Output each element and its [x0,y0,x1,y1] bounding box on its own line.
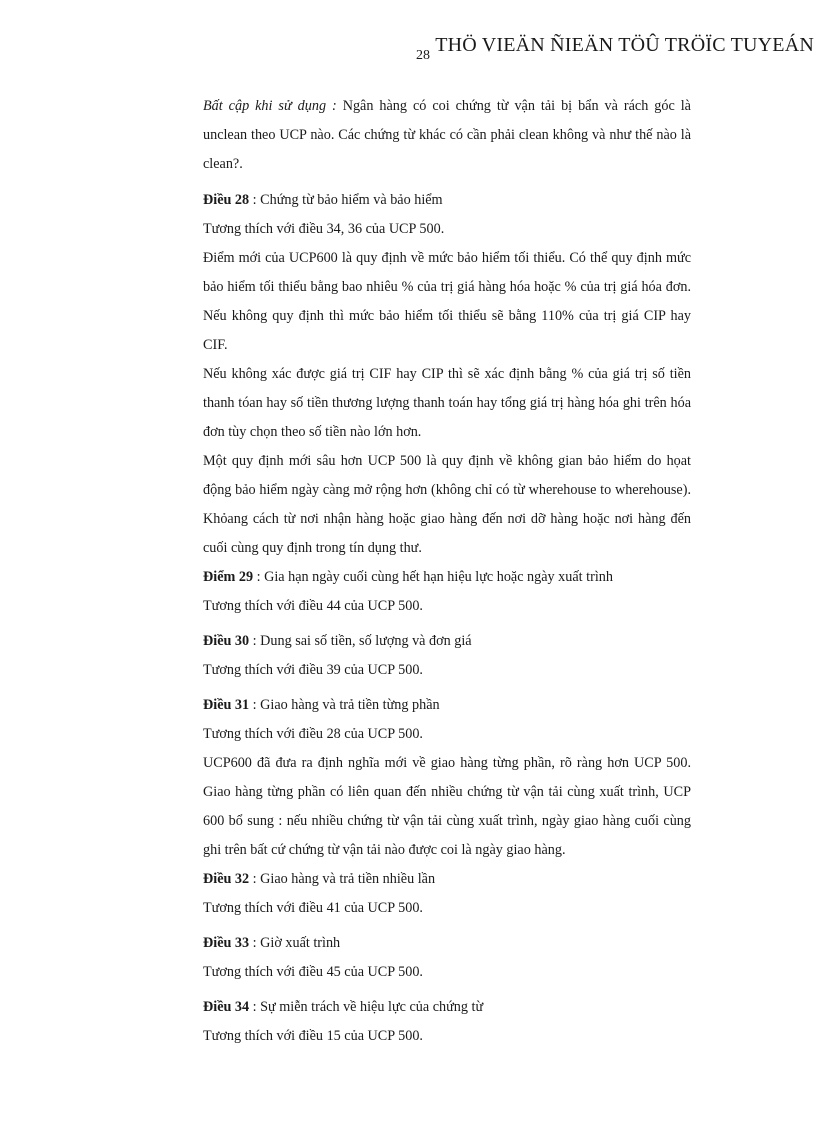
article-29-title: : Gia hạn ngày cuối cùng hết hạn hiệu lực hoặc ngày xuất trình [253,569,613,585]
document-body [203,92,691,1051]
article-31-heading [203,691,691,720]
article-32-compat: Tương thích với điều 41 của UCP 500. [203,900,423,916]
article-31-title: : Giao hàng và trả tiền từng phần [249,697,440,713]
article-33-title: : Giờ xuất trình [249,935,341,951]
header-watermark: THÖ VIEÄN ÑIEÄN TÖÛ TRÖÏC TUYEÁN [435,34,814,56]
article-30-label: Điều 30 [203,633,250,649]
article-34-heading [203,993,691,1022]
article-33-compat: Tương thích với điều 45 của UCP 500. [203,964,423,980]
article-28-heading [203,186,691,215]
article-29-heading [203,563,691,592]
article-34-compat: Tương thích với điều 15 của UCP 500. [203,1028,423,1044]
article-28-paragraph-2: Nếu không xác được giá trị CIF hay CIP thì sẽ xác định bằng % của giá trị số tiền thanh tóan hay số tiền thương lượng thanh toán hay tổng giá trị hàng hóa ghi trên hóa đơn tùy chọn theo số tiền nào lớn hơn. [203,366,691,440]
article-32-heading [203,865,691,894]
article-29-label: Điểm 29 [203,569,254,585]
page-number: 28 [416,48,430,63]
article-33-label: Điều 33 [203,935,250,951]
article-29-compat: Tương thích với điều 44 của UCP 500. [203,598,423,614]
article-30-title: : Dung sai số tiền, số lượng và đơn giá [249,633,472,649]
article-33-heading [203,929,691,958]
article-30-heading [203,627,691,656]
article-28-paragraph-1: Điểm mới của UCP600 là quy định về mức bảo hiểm tối thiểu. Có thể quy định mức bảo hiểm tối thiểu bằng bao nhiêu % của trị giá hàng hóa hoặc % của trị giá hóa đơn. Nếu không quy định thì mức bảo hiểm tối thiểu sẽ bằng 110% của trị giá CIP hay CIF. [203,250,691,353]
article-28-title: : Chứng từ bảo hiểm và bảo hiểm [249,192,443,208]
article-30-compat: Tương thích với điều 39 của UCP 500. [203,662,423,678]
article-28-paragraph-3: Một quy định mới sâu hơn UCP 500 là quy định về không gian bảo hiểm do họat động bảo hiểm ngày càng mở rộng hơn (không chỉ có từ wherehouse to wherehouse). Khỏang cách từ nơi nhận hàng hoặc giao hàng đến nơi dỡ hàng hoặc nơi hàng đến cuối cùng quy định trong tín dụng thư. [203,453,691,556]
drawbacks-text: Ngân hàng có coi chứng từ vận tải bị bẩn và rách góc là unclean theo UCP nào. Các chứng từ khác có cần phải clean không và như thế nào là clean?. [203,98,691,172]
article-31-paragraph-1: UCP600 đã đưa ra định nghĩa mới về giao hàng từng phần, rõ ràng hơn UCP 500. Giao hàng từng phần có liên quan đến nhiều chứng từ vận tải cùng xuất trình, UCP 600 bổ sung : nếu nhiều chứng từ vận tải cùng xuất trình, ngày giao hàng cuối cùng ghi trên bất cứ chứng từ vận tải nào được coi là ngày giao hàng. [203,755,691,858]
paragraph-drawbacks [203,92,691,179]
article-32-label: Điều 32 [203,871,250,887]
article-31-label: Điều 31 [203,697,250,713]
article-32-title: : Giao hàng và trả tiền nhiều lần [249,871,436,887]
drawbacks-label: Bất cập khi sử dụng : [203,98,337,114]
article-31-compat: Tương thích với điều 28 của UCP 500. [203,726,423,742]
article-34-title: : Sự miễn trách về hiệu lực của chứng từ [249,999,484,1015]
article-34-label: Điều 34 [203,999,250,1015]
article-28-label: Điều 28 [203,192,250,208]
article-28-compat: Tương thích với điều 34, 36 của UCP 500. [203,221,445,237]
